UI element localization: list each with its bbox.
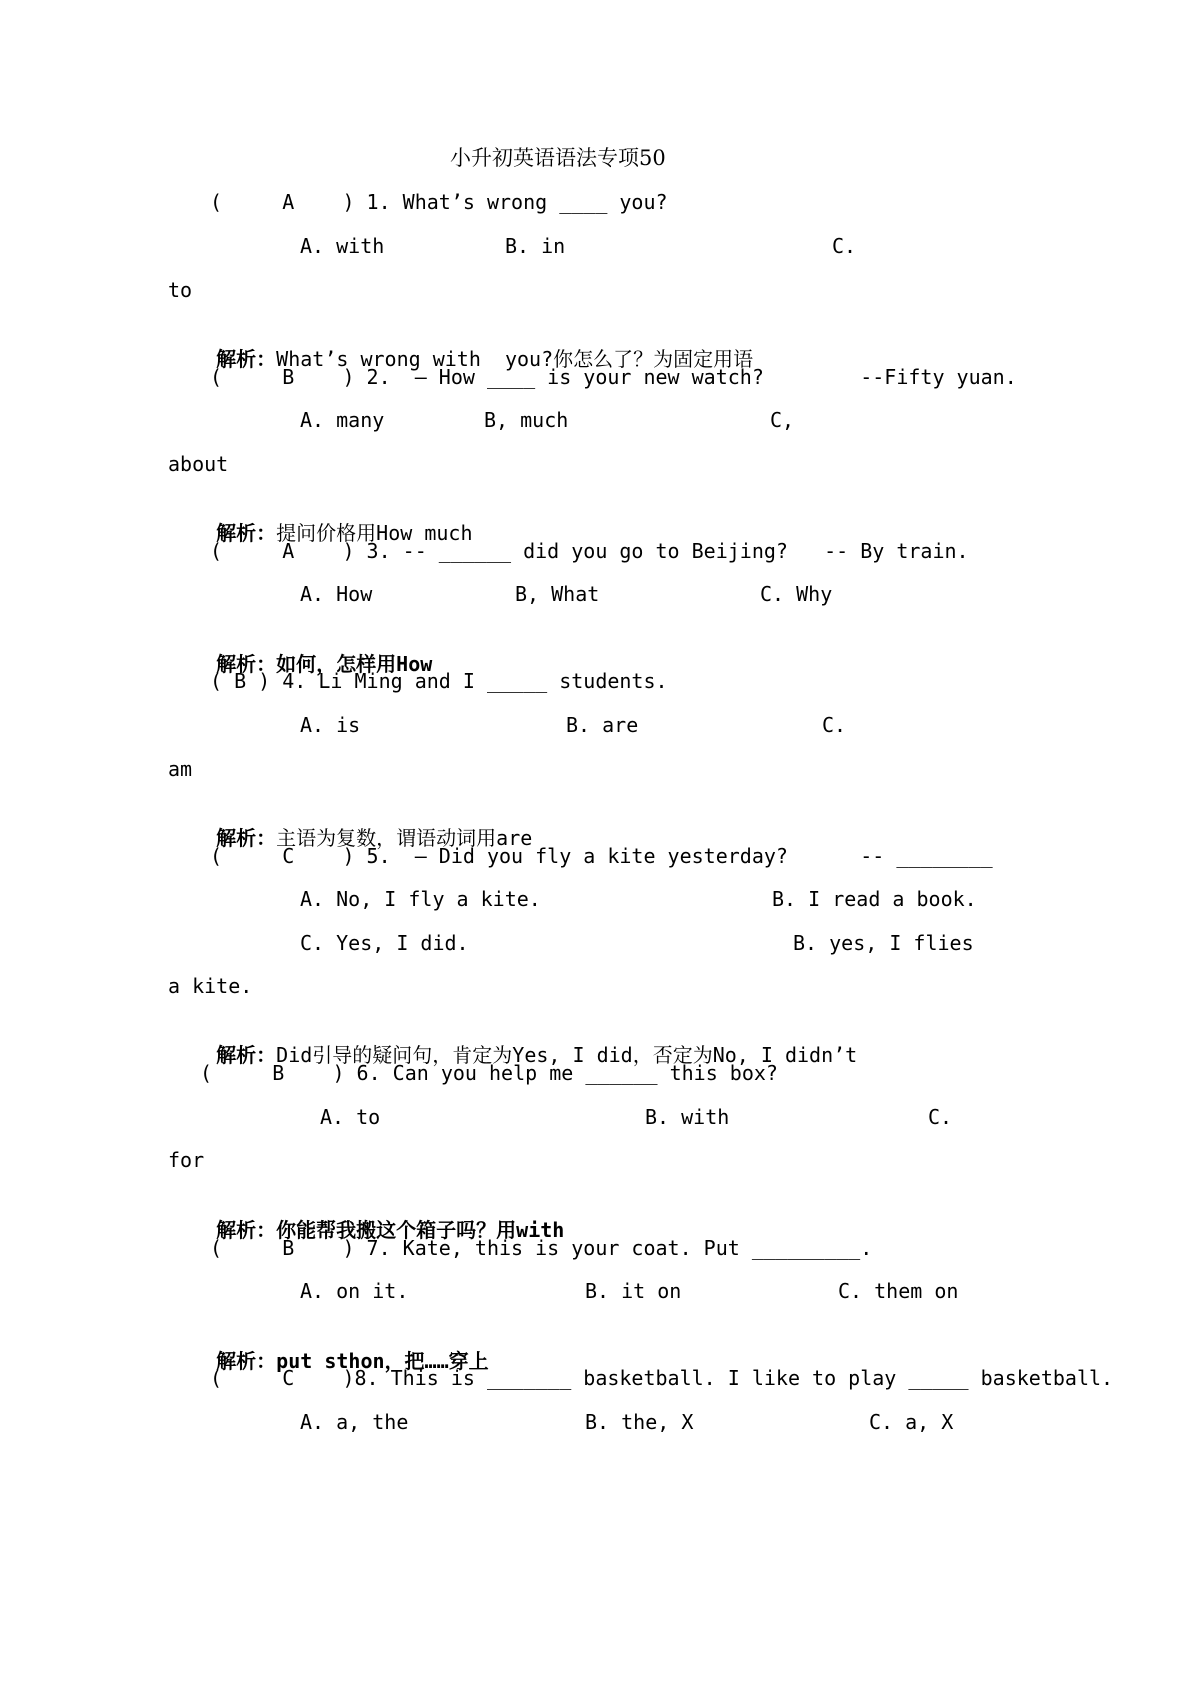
question-4: ( B ) 4. Li Ming and I _____ students.	[210, 669, 668, 693]
q1-option-b: B. in	[505, 234, 566, 258]
analysis-label: 解析：	[216, 826, 277, 850]
analysis-label: 解析：	[216, 652, 277, 676]
analysis-label: 解析：	[216, 1043, 277, 1067]
q8-option-c: C. a, X	[869, 1410, 954, 1434]
analysis-label: 解析：	[216, 1349, 277, 1373]
q8-option-a: A. a, the	[300, 1410, 409, 1434]
analysis-text: 主语为复数，谓语动词用are	[276, 826, 533, 850]
q4-option-b: B. are	[566, 713, 639, 737]
q2-option-b: B, much	[484, 408, 569, 432]
question-3: ( A ) 3. -- ______ did you go to Beijing? -- By train.	[210, 539, 969, 563]
q8-option-b: B. the, X	[585, 1410, 694, 1434]
question-5: ( C ) 5. – Did you fly a kite yesterday? -- ________	[210, 844, 993, 868]
analysis-label: 解析：	[216, 521, 277, 545]
analysis-label: 解析：	[216, 1218, 277, 1242]
q5-option-c: C. Yes, I did.	[300, 931, 469, 955]
analysis-text: 提问价格用How much	[276, 521, 473, 545]
q3-option-b: B, What	[515, 582, 600, 606]
q4-option-a: A. is	[300, 713, 361, 737]
question-2: ( B ) 2. – How ____ is your new watch? --Fifty yuan.	[210, 365, 1017, 389]
question-7: ( B ) 7. Kate, this is your coat. Put _________.	[210, 1236, 873, 1260]
q2-option-c: C,	[770, 408, 795, 432]
q1-option-a: A. with	[300, 234, 385, 258]
q7-option-c: C. them on	[838, 1279, 959, 1303]
q6-option-b: B. with	[645, 1105, 730, 1129]
q6-option-c-wrap: for	[168, 1148, 205, 1172]
question-1: ( A ) 1. What’s wrong ____ you?	[210, 190, 668, 214]
analysis-text: 如何，怎样用How	[276, 652, 433, 676]
q2-option-c-wrap: about	[168, 452, 229, 476]
q5-option-d: B. yes, I flies	[793, 931, 974, 955]
q5-option-a: A. No, I fly a kite.	[300, 887, 541, 911]
analysis-text: Did引导的疑问句，肯定为Yes, I did，否定为No, I didn’t	[276, 1043, 858, 1067]
analysis-text: 你能帮我搬这个箱子吗？用with	[276, 1218, 565, 1242]
q4-option-c-wrap: am	[168, 757, 193, 781]
q6-option-c: C.	[928, 1105, 953, 1129]
analysis-label: 解析：	[216, 347, 277, 371]
q1-option-c-wrap: to	[168, 278, 193, 302]
analysis-text: put sthon，把……穿上	[276, 1349, 489, 1373]
q2-option-a: A. many	[300, 408, 385, 432]
q7-option-b: B. it on	[585, 1279, 682, 1303]
analysis-text: What’s wrong with you?你怎么了？为固定用语	[276, 347, 754, 371]
q6-option-a: A. to	[320, 1105, 381, 1129]
page-title: 小升初英语语法专项50	[450, 146, 666, 170]
q1-option-c: C.	[832, 234, 857, 258]
question-6: ( B ) 6. Can you help me ______ this box?	[200, 1061, 778, 1085]
q5-option-b: B. I read a book.	[772, 887, 977, 911]
q7-option-a: A. on it.	[300, 1279, 409, 1303]
q4-option-c: C.	[822, 713, 847, 737]
q3-option-a: A. How	[300, 582, 373, 606]
q3-option-c: C. Why	[760, 582, 833, 606]
question-8: ( C )8. This is _______ basketball. I like to play _____ basketball.	[210, 1366, 1114, 1390]
q5-option-d-wrap: a kite.	[168, 974, 253, 998]
